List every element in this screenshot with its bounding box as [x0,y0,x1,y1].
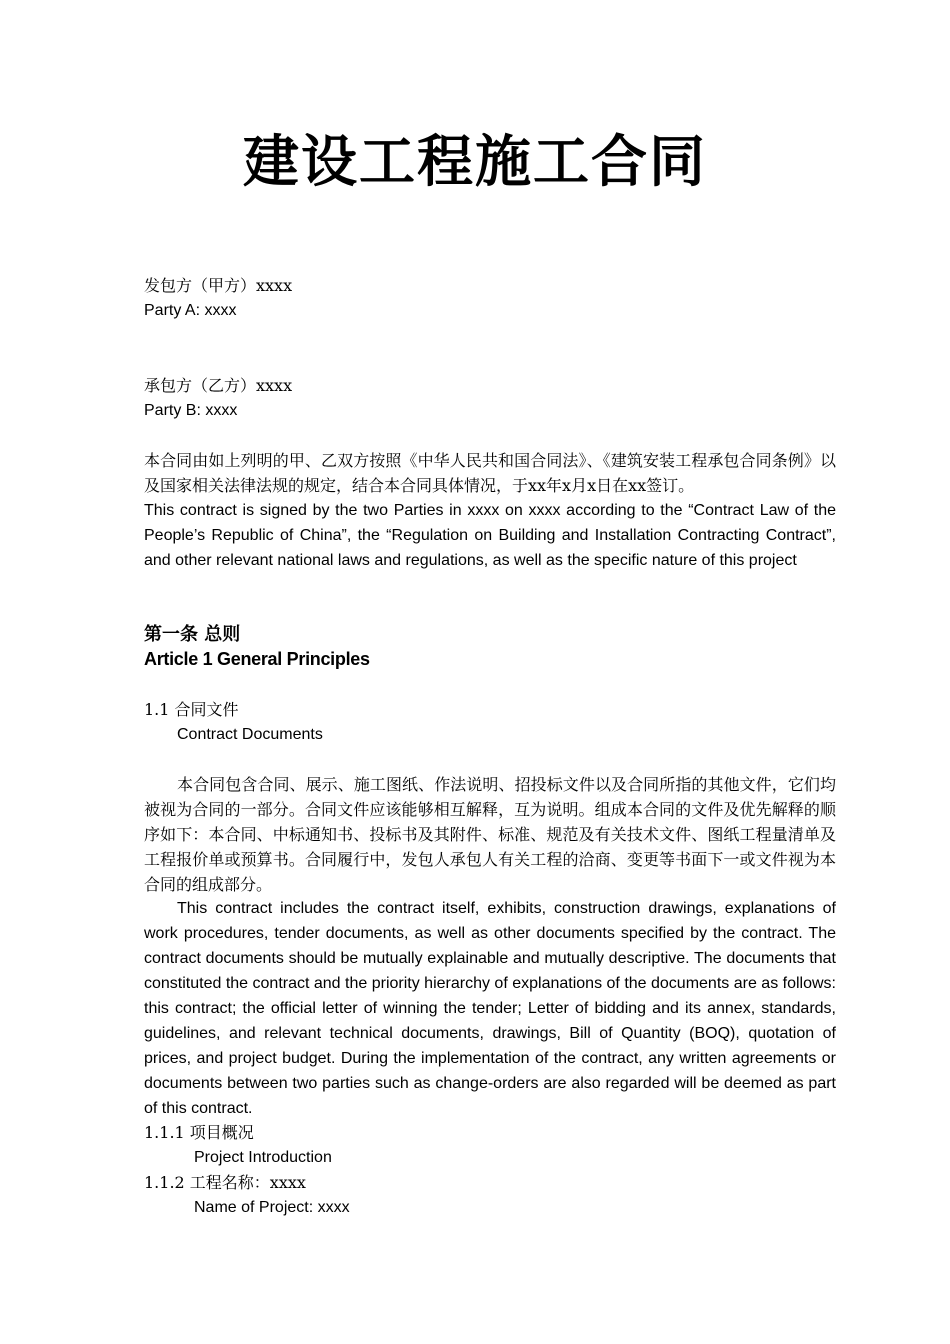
party-a-cn: 发包方（甲方）xxxx [144,276,293,295]
section-1-1-body-cn: 本合同包含合同、展示、施工图纸、作法说明、招投标文件以及合同所指的其他文件，它们均被视为合同的一部分。合同文件应该能够相互解释，互为说明。组成本合同的文件及优先解释的顺序如下：本合同、中标通知书、投标书及其附件、标准、规范及有关技术文件、图纸工程量清单及工程报价单或预算书。合同履行中，发包人承包人有关工程的洽商、变更等书面下一或文件视为本合同的组成部分。 [144,775,836,894]
article-1-heading-en: Article 1 General Principles [144,649,370,669]
section-1-1-1-en: Project Introduction [194,1149,332,1166]
section-1-1-body-en: This contract includes the contract itself, exhibits, construction drawings, explanations of work procedures, tender documents, as well as other documents specified by the contract. The contract documents should be mutually explainable and mutually descriptive. The documents that constituted the contract and the priority hierarchy of explanations of the documents are as follows: this contract; the official letter of winning the tender; Letter of bidding and its annex, standards, guidelines, and relevant technical documents, drawings, Bill of Quantity (BOQ), quotation of prices, and project budget. During the implementation of the contract, any written agreements or documents between two parties such as change-orders are also regarded will be deemed as part of this contract. [144,900,836,1117]
section-1-1-cn: 1.1 合同文件 [144,700,239,719]
party-b-en: Party B: xxxx [144,402,238,419]
section-1-1-2-en: Name of Project: xxxx [194,1199,350,1216]
document-title: 建设工程施工合同 [243,130,707,195]
party-a-en: Party A: xxxx [144,302,237,319]
intro-paragraph-cn: 本合同由如上列明的甲、乙双方按照《中华人民共和国合同法》、《建筑安装工程承包合同条例》以及国家相关法律法规的规定，结合本合同具体情况，于xx年x月x日在xx签订。 [144,451,836,495]
intro-paragraph-en: This contract is signed by the two Parties in xxxx on xxxx according to the “Contract Law of the People’s Republic of China”, the “Regulation on Building and Installation Contracting Contract”, and other relevant national laws and regulations, as well as the specific nature of this project [144,502,836,569]
section-1-1-en: Contract Documents [177,726,323,743]
section-1-1-1-cn: 1.1.1 项目概况 [144,1123,254,1142]
party-b-cn: 承包方（乙方）xxxx [144,376,293,395]
article-1-heading-cn: 第一条 总则 [144,624,241,645]
section-1-1-2-cn: 1.1.2 工程名称：xxxx [144,1173,306,1192]
